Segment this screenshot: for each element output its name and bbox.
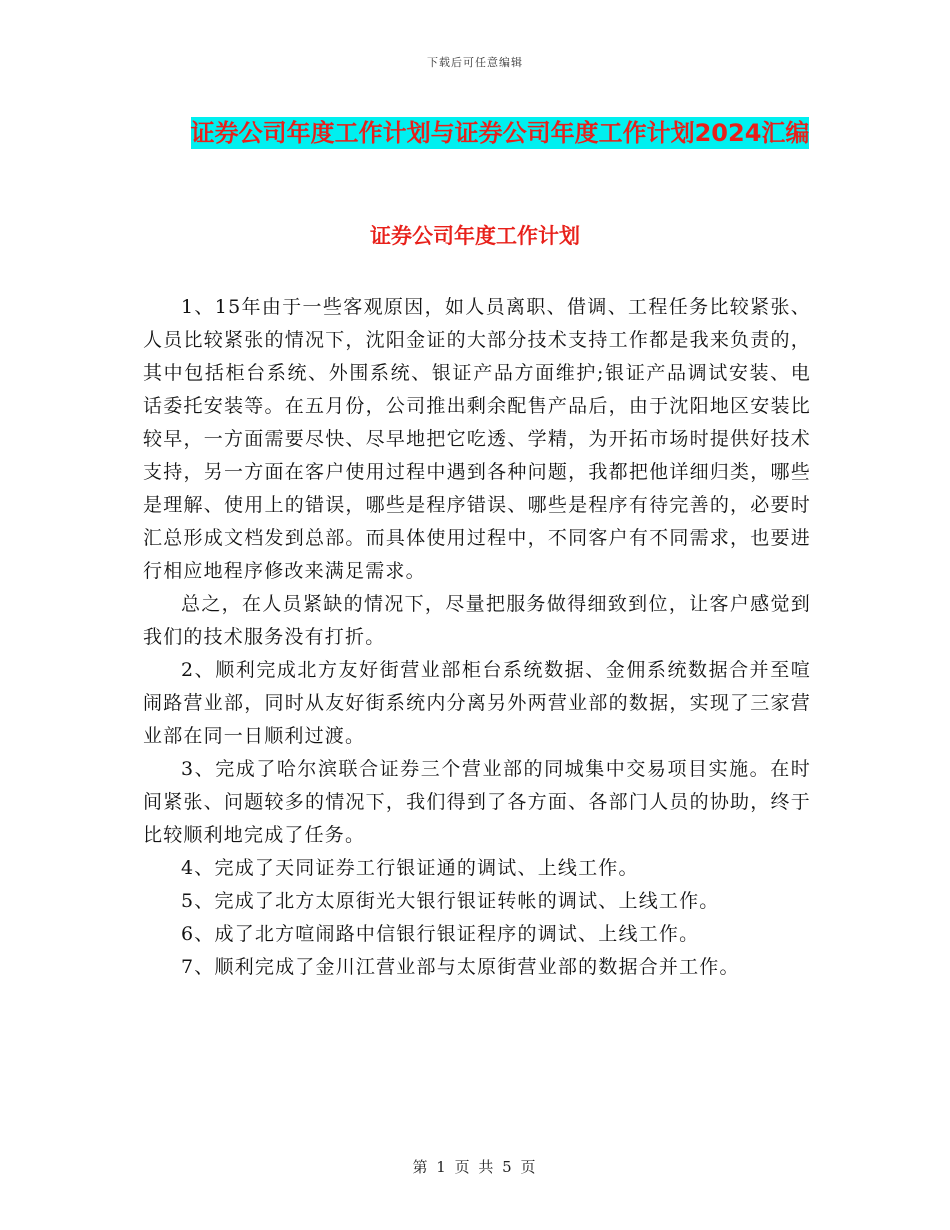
paragraph: 6、成了北方喧闹路中信银行银证程序的调试、上线工作。 [181, 923, 700, 945]
paragraph: 总之，在人员紧缺的情况下，尽量把服务做得细致到位，让客户感觉到我们的技术服务没有打折。 [143, 593, 811, 648]
paragraph: 4、完成了天同证券工行银证通的调试、上线工作。 [181, 857, 639, 879]
paragraph: 7、顺利完成了金川江营业部与太原街营业部的数据合并工作。 [181, 956, 740, 978]
page-footer: 第 1 页 共 5 页 [412, 1158, 538, 1176]
document-title [140, 112, 860, 154]
document-title-text: 证券公司年度工作计划与证券公司年度工作计划2024汇编 [190, 119, 810, 147]
paragraph: 5、完成了北方太原街光大银行银证转帐的调试、上线工作。 [181, 890, 720, 912]
document-body [143, 291, 811, 984]
header-note: 下载后可任意编辑 [427, 56, 523, 69]
paragraph: 3、完成了哈尔滨联合证券三个营业部的同城集中交易项目实施。在时间紧张、问题较多的情况下，我们得到了各方面、各部门人员的协助，终于比较顺利地完成了任务。 [143, 758, 811, 846]
paragraph: 2、顺利完成北方友好街营业部柜台系统数据、金佣系统数据合并至喧闹路营业部，同时从友好街系统内分离另外两营业部的数据，实现了三家营业部在同一日顺利过渡。 [143, 659, 811, 747]
paragraph: 1、15年由于一些客观原因，如人员离职、借调、工程任务比较紧张、人员比较紧张的情况下，沈阳金证的大部分技术支持工作都是我来负责的，其中包括柜台系统、外围系统、银证产品方面维护;银证产品调试安装、电话委托安装等。在五月份，公司推出剩余配售产品后，由于沈阳地区安装比较早，一方面需要尽快、尽早地把它吃透、学精，为开拓市场时提供好技术支持，另一方面在客户使用过程中遇到各种问题，我都把他详细归类，哪些是理解、使用上的错误，哪些是程序错误、哪些是程序有待完善的，必要时汇总形成文档发到总部。而具体使用过程中，不同客户有不同需求，也要进行相应地程序修改来满足需求。 [143, 296, 811, 582]
section-title: 证券公司年度工作计划 [370, 224, 580, 248]
